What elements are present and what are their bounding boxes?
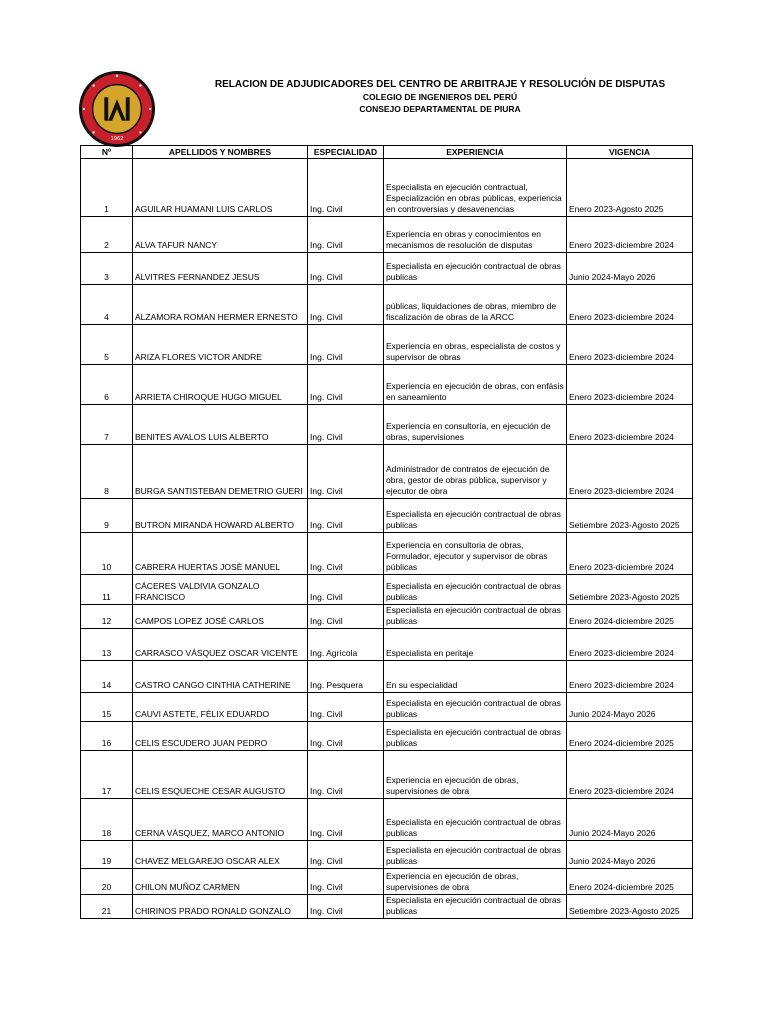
row-vigencia: Enero 2024-diciembre 2025	[567, 869, 693, 895]
adjudicators-table	[80, 145, 693, 919]
row-especialidad: Ing. Civil	[308, 217, 384, 253]
table-row	[81, 405, 693, 445]
row-number: 13	[81, 629, 133, 661]
row-number: 16	[81, 722, 133, 751]
row-experiencia: Experiencia en ejecución de obras, con enfásis en saneamiento	[384, 365, 567, 405]
table-row	[81, 365, 693, 405]
row-experiencia: Especialista en ejecución contractual de obras publicas	[384, 799, 567, 841]
row-name: CASTRO CANGO CINTHIA CATHERINE	[133, 661, 308, 693]
row-vigencia: Enero 2023-diciembre 2024	[567, 445, 693, 499]
row-experiencia: Especialista en ejecución contractual de obras publicas	[384, 575, 567, 605]
col-header-num: Nº	[81, 146, 133, 159]
row-experiencia: Especialista en peritaje	[384, 629, 567, 661]
row-name: CABRERA HUERTAS JOSÈ MANUEL	[133, 533, 308, 575]
row-experiencia: Especialista en ejecución contractual de obras publicas	[384, 895, 567, 919]
logo-year: 1962	[110, 136, 124, 143]
row-vigencia: Enero 2023-diciembre 2024	[567, 533, 693, 575]
row-especialidad: Ing. Civil	[308, 405, 384, 445]
row-vigencia: Enero 2023-diciembre 2024	[567, 365, 693, 405]
row-number: 11	[81, 575, 133, 605]
row-name: CHILON MUÑOZ CARMEN	[133, 869, 308, 895]
row-vigencia: Enero 2023-diciembre 2024	[567, 661, 693, 693]
row-name: BUTRON MIRANDA HOWARD ALBERTO	[133, 499, 308, 533]
row-number: 15	[81, 693, 133, 722]
row-name: ALVITRES FERNANDEZ JESUS	[133, 253, 308, 285]
col-header-experiencia: EXPERIENCIA	[384, 146, 567, 159]
col-header-vigencia: VIGENCIA	[567, 146, 693, 159]
row-experiencia: Administrador de contratos de ejecución de obra, gestor de obras pública, supervisor y ejecutor de obra	[384, 445, 567, 499]
table-row	[81, 841, 693, 869]
document-header	[160, 78, 720, 115]
row-number: 6	[81, 365, 133, 405]
row-especialidad: Ing. Civil	[308, 499, 384, 533]
col-header-especialidad: ESPECIALIDAD	[308, 146, 384, 159]
row-vigencia: Enero 2023-diciembre 2024	[567, 217, 693, 253]
row-vigencia: Enero 2023-diciembre 2024	[567, 325, 693, 365]
row-vigencia: Junio 2024-Mayo 2026	[567, 799, 693, 841]
row-especialidad: Ing. Civil	[308, 325, 384, 365]
row-vigencia: Setiembre 2023-Agosto 2025	[567, 575, 693, 605]
row-name: CHAVEZ MELGAREJO OSCAR ALEX	[133, 841, 308, 869]
row-name: CAUVI ASTETE, FÉLIX EDUARDO	[133, 693, 308, 722]
table-row	[81, 661, 693, 693]
row-name: CELIS ESQUECHE CESAR AUGUSTO	[133, 751, 308, 799]
table-row	[81, 445, 693, 499]
row-number: 4	[81, 285, 133, 325]
row-number: 8	[81, 445, 133, 499]
table-row	[81, 217, 693, 253]
row-experiencia: En su especialidad	[384, 661, 567, 693]
table-row	[81, 629, 693, 661]
row-experiencia: Especialista en ejecución contractual de obras publicas	[384, 841, 567, 869]
row-especialidad: Ing. Civil	[308, 799, 384, 841]
row-especialidad: Ing. Civil	[308, 605, 384, 629]
row-name: CERNA VÁSQUEZ, MARCO ANTONIO	[133, 799, 308, 841]
row-experiencia: públicas, liquidaciones de obras, miembro de fiscalización de obras de la ARCC	[384, 285, 567, 325]
row-experiencia: Experiencia en ejecución de obras, supervisiones de obra	[384, 751, 567, 799]
row-experiencia: Especialista en ejecución contractual de obras publicas	[384, 253, 567, 285]
row-experiencia: Experiencia en obras y conocimientos en mecanismos de resolución de disputas	[384, 217, 567, 253]
colegio-ingenieros-logo	[78, 70, 156, 148]
row-vigencia: Enero 2024-diciembre 2025	[567, 605, 693, 629]
row-especialidad: Ing. Agrícola	[308, 629, 384, 661]
row-experiencia: Especialista en ejecución contractual de obras publicas	[384, 722, 567, 751]
row-name: CELIS ESCUDERO JUAN PEDRO	[133, 722, 308, 751]
table-row	[81, 895, 693, 919]
row-experiencia: Especialista en ejecución contractual, Especialización en obras públicas, experiencia en controversias y desavenencias	[384, 159, 567, 217]
row-experiencia: Experiencia en consultoria de obras, Formulador, ejecutor y supervisor de obras públicas	[384, 533, 567, 575]
row-experiencia: Especialista en ejecución contractual de obras publicas	[384, 605, 567, 629]
row-name: BENITES AVALOS LUIS ALBERTO	[133, 405, 308, 445]
row-name: CAMPOS LOPEZ JOSÉ CARLOS	[133, 605, 308, 629]
row-experiencia: Experiencia en ejecución de obras, supervisiones de obra	[384, 869, 567, 895]
table-body	[81, 159, 693, 919]
row-name: ALZAMORA ROMAN HERMER ERNESTO	[133, 285, 308, 325]
row-number: 18	[81, 799, 133, 841]
table-row	[81, 325, 693, 365]
row-name: ALVA TAFUR NANCY	[133, 217, 308, 253]
row-vigencia: Enero 2024-diciembre 2025	[567, 722, 693, 751]
row-number: 1	[81, 159, 133, 217]
row-especialidad: Ing. Civil	[308, 445, 384, 499]
row-experiencia: Experiencia en consultoría, en ejecución de obras, supervisiones	[384, 405, 567, 445]
table-row	[81, 159, 693, 217]
table-row	[81, 575, 693, 605]
row-number: 2	[81, 217, 133, 253]
row-name: ARRIETA CHIROQUE HUGO MIGUEL	[133, 365, 308, 405]
row-especialidad: Ing. Civil	[308, 365, 384, 405]
row-name: BURGA SANTISTEBAN DEMETRIO GUERI	[133, 445, 308, 499]
row-vigencia: Junio 2024-Mayo 2026	[567, 693, 693, 722]
table-header-row	[81, 146, 693, 159]
row-number: 7	[81, 405, 133, 445]
table-row	[81, 285, 693, 325]
row-vigencia: Junio 2024-Mayo 2026	[567, 253, 693, 285]
row-number: 21	[81, 895, 133, 919]
row-number: 12	[81, 605, 133, 629]
row-number: 10	[81, 533, 133, 575]
table-row	[81, 499, 693, 533]
row-vigencia: Enero 2023-diciembre 2024	[567, 751, 693, 799]
row-especialidad: Ing. Civil	[308, 575, 384, 605]
row-vigencia: Junio 2024-Mayo 2026	[567, 841, 693, 869]
row-number: 17	[81, 751, 133, 799]
row-especialidad: Ing. Civil	[308, 895, 384, 919]
row-number: 3	[81, 253, 133, 285]
row-name: CÁCERES VALDIVIA GONZALO FRANCISCO	[133, 575, 308, 605]
row-experiencia: Especialista en ejecución contractual de obras publicas	[384, 499, 567, 533]
table-row	[81, 605, 693, 629]
row-experiencia: Especialista en ejecución contractual de obras publicas	[384, 693, 567, 722]
row-especialidad: Ing. Civil	[308, 159, 384, 217]
row-name: CHIRINOS PRADO RONALD GONZALO	[133, 895, 308, 919]
row-number: 14	[81, 661, 133, 693]
row-vigencia: Enero 2023-diciembre 2024	[567, 285, 693, 325]
row-vigencia: Enero 2023-Agosto 2025	[567, 159, 693, 217]
row-name: CARRASCO VÁSQUEZ OSCAR VICENTE	[133, 629, 308, 661]
row-especialidad: Ing. Civil	[308, 841, 384, 869]
row-vigencia: Enero 2023-diciembre 2024	[567, 629, 693, 661]
row-number: 20	[81, 869, 133, 895]
table-row	[81, 751, 693, 799]
row-experiencia: Experiencia en obras, especialista de costos y supervisor de obras	[384, 325, 567, 365]
row-especialidad: Ing. Civil	[308, 869, 384, 895]
table-row	[81, 533, 693, 575]
row-number: 5	[81, 325, 133, 365]
table-row	[81, 722, 693, 751]
row-vigencia: Enero 2023-diciembre 2024	[567, 405, 693, 445]
row-name: ARIZA FLORES VICTOR ANDRE	[133, 325, 308, 365]
row-especialidad: Ing. Civil	[308, 285, 384, 325]
row-vigencia: Setiembre 2023-Agosto 2025	[567, 499, 693, 533]
document-subtitle-institution: COLEGIO DE INGENIEROS DEL PERÚ	[362, 92, 518, 102]
row-number: 19	[81, 841, 133, 869]
table-row	[81, 799, 693, 841]
document-title: RELACION DE ADJUDICADORES DEL CENTRO DE ARBITRAJE Y RESOLUCIÓN DE DISPUTAS	[214, 79, 666, 90]
row-especialidad: Ing. Pesquera	[308, 661, 384, 693]
row-especialidad: Ing. Civil	[308, 722, 384, 751]
table-row	[81, 253, 693, 285]
row-especialidad: Ing. Civil	[308, 253, 384, 285]
row-number: 9	[81, 499, 133, 533]
row-especialidad: Ing. Civil	[308, 693, 384, 722]
table-row	[81, 693, 693, 722]
col-header-name: APELLIDOS Y NOMBRES	[133, 146, 308, 159]
row-especialidad: Ing. Civil	[308, 751, 384, 799]
document-subtitle-council: CONSEJO DEPARTAMENTAL DE PIURA	[359, 104, 521, 114]
row-especialidad: Ing. Civil	[308, 533, 384, 575]
table-row	[81, 869, 693, 895]
row-name: AGUILAR HUAMANI LUIS CARLOS	[133, 159, 308, 217]
row-vigencia: Setiembre 2023-Agosto 2025	[567, 895, 693, 919]
